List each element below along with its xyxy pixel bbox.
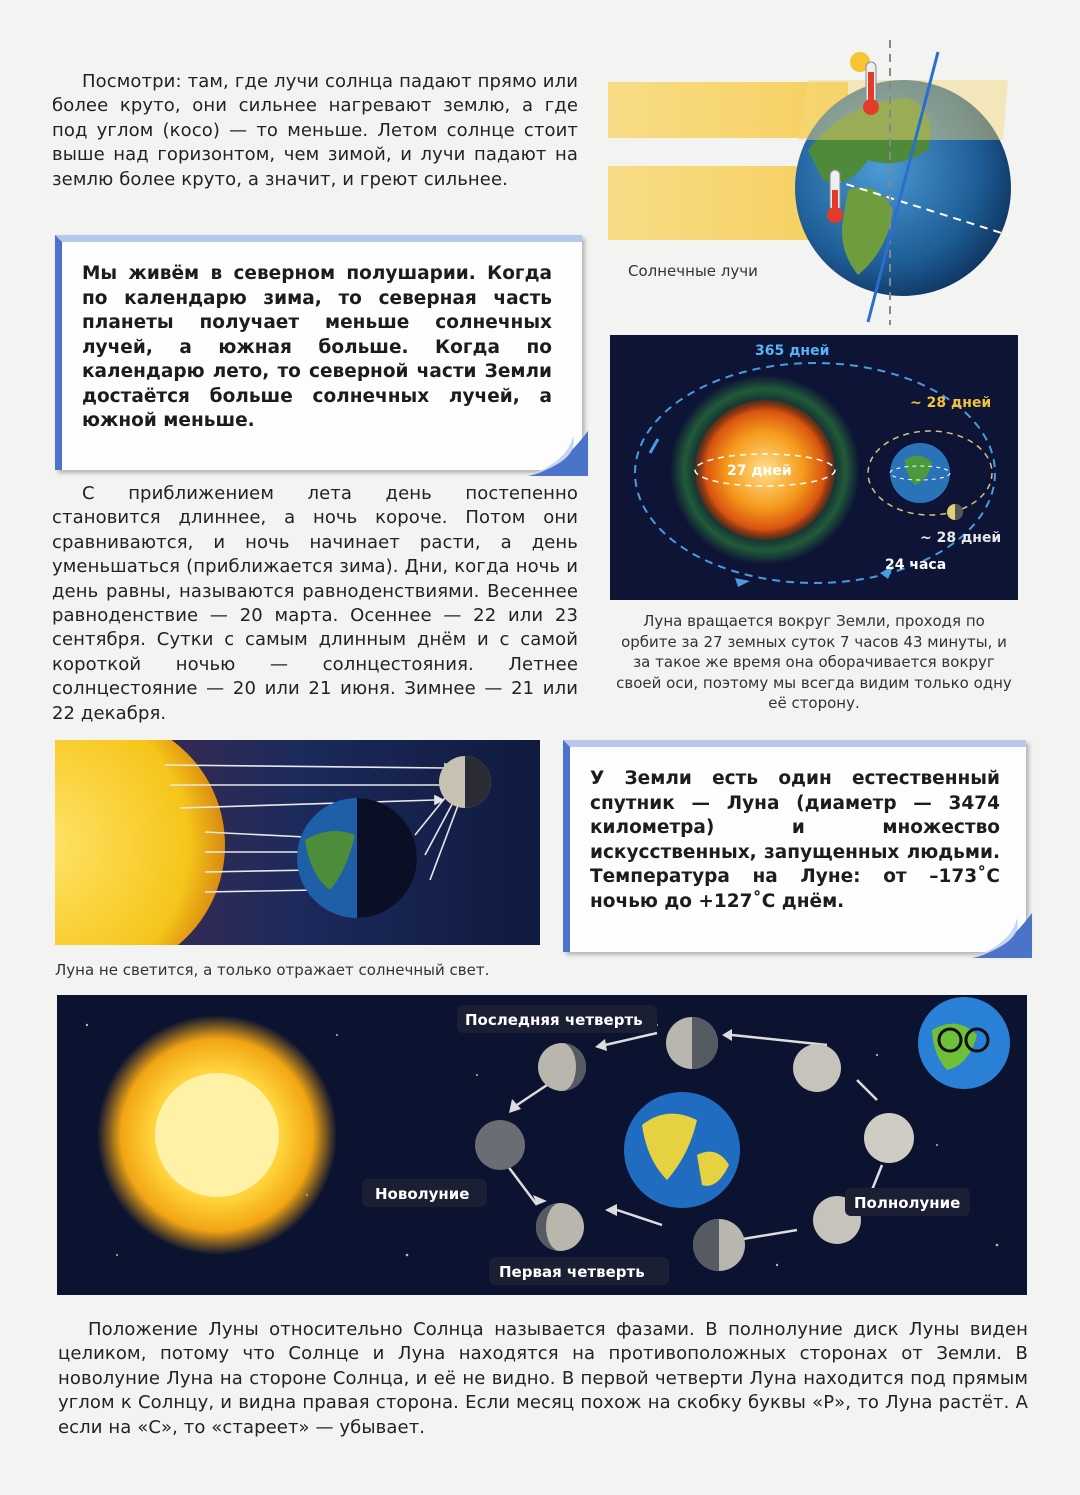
paragraph-phases-text: Положение Луны относительно Солнца называется фазами. В полнолуние диск Луны виден целиком, потому что Солнце и Луна находятся на противоположных сторонах от Земли. В новолуние Луна на стороне Солнца, и её не видно. В первой четверти Луна находится под прямым углом к Солнцу, и видна правая сторона. Если месяц похож на скобку буквы «Р», то Луна растёт. А если на «С», то «стареет» — убывает.: [58, 1319, 1028, 1438]
caption-sun-rays: Солнечные лучи: [628, 262, 758, 280]
label-moon-rotation: ~ 28 дней: [920, 530, 1002, 546]
paragraph-equinox: [52, 482, 578, 726]
moon-new: [475, 1120, 525, 1170]
label-first-quarter: Первая четверть: [499, 1263, 645, 1281]
orbit-diagram: [610, 335, 1018, 600]
label-full-moon: Полнолуние: [854, 1194, 961, 1212]
figure-sun-rays: [608, 40, 1048, 330]
page-curl-icon: [528, 431, 588, 476]
caption-reflection: Луна не светится, а только отражает солнечный свет.: [55, 961, 490, 979]
callout-hemisphere: [55, 235, 582, 470]
figure-orbit: [610, 335, 1018, 600]
paragraph-phases: [58, 1318, 1028, 1440]
label-day: 24 часа: [885, 557, 947, 573]
phases-diagram: [57, 995, 1027, 1295]
moon-full: [864, 1113, 914, 1163]
paragraph-equinox-text: С приближением лета день постепенно становится длиннее, а ночь короче. Потом они сравниваются, и ночь начинает расти, а день уменьшаться (приближается зима). Дни, когда ночь и день равны, называются равноденствиями. Весеннее равноденствие — 20 марта. Осеннее — 22 или 23 сентября. Сутки с самым длинным днём и с самой короткой ночью — солнцестояния. Летнее солнцестояние — 20 или 21 июня. Зимнее — 21 или 22 декабря.: [52, 483, 578, 724]
page-curl-icon: [972, 913, 1032, 958]
moon-waning-gibbous: [793, 1044, 841, 1092]
callout-moon: [563, 740, 1026, 952]
label-new-moon: Новолуние: [375, 1185, 470, 1203]
paragraph-sun-angle: [52, 70, 578, 192]
caption-orbit: Луна вращается вокруг Земли, проходя по орбите за 27 земных суток 7 часов 43 минуты, и за такое же время она оборачивается вокруг своей оси, поэтому мы всегда видим только одну её сторону.: [616, 612, 1012, 712]
paragraph-sun-angle-text: Посмотри: там, где лучи солнца падают прямо или более круто, они сильнее нагревают землю, а где под углом (косо) — то меньше. Летом солнце стоит выше над горизонтом, чем зимой, и лучи падают на землю более круто, а значит, и греют сильнее.: [52, 71, 578, 190]
sun-rays-illustration: [608, 40, 1048, 330]
callout-hemisphere-text: Мы живём в северном полушарии. Когда по календарю зима, то северная часть планеты получает меньше солнечных лучей, а южная больше. Когда по календарю лето, то северной части Земли достаётся больше солнечных лучей, а южной меньше.: [82, 263, 552, 431]
sun-icon: [55, 740, 225, 945]
callout-moon-text: У Земли есть один естественный спутник — Луна (диаметр — 3474 километра) и множество искусственных, запущенных людьми. Температура на Луне: от –173˚С ночью до +127˚С днём.: [590, 768, 1000, 912]
figure-phases: [57, 995, 1027, 1295]
figure-reflection: [55, 740, 540, 945]
reflection-diagram: [55, 740, 540, 945]
label-last-quarter: Последняя четверть: [465, 1011, 643, 1029]
label-sun-rotation: 27 дней: [727, 463, 792, 479]
label-year: 365 дней: [755, 343, 830, 359]
label-moon-orbit: ~ 28 дней: [910, 395, 992, 411]
